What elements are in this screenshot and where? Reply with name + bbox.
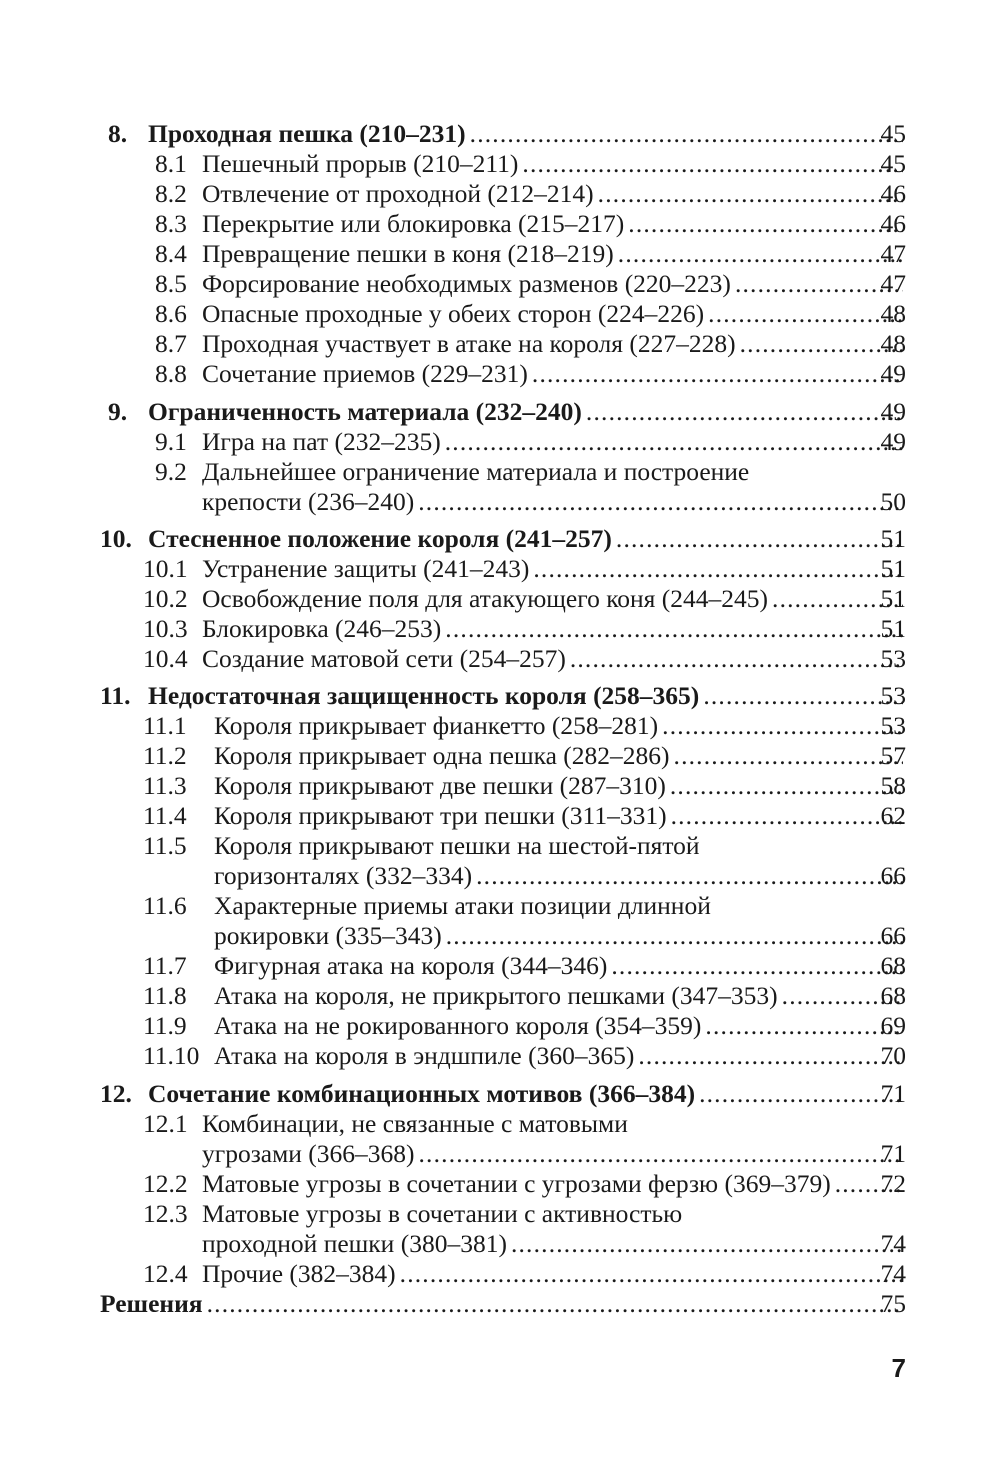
page-number: 7	[891, 1353, 906, 1383]
toc-entry	[0, 457, 1000, 487]
toc-entry-page: 57	[880, 741, 906, 770]
dot-leader	[400, 1259, 903, 1289]
toc-entry-page: 53	[880, 711, 906, 740]
toc-entry-title: Фигурная атака на короля (344–346)	[214, 951, 608, 980]
toc-entry-number: 8.2	[155, 179, 187, 208]
toc-entry-number: 10.4	[143, 644, 188, 673]
toc-entry-page: 46	[880, 209, 906, 238]
toc-entry-title: Сочетание приемов (229–231)	[202, 359, 528, 388]
dot-leader	[662, 711, 903, 741]
toc-entry-number: 11.5	[143, 831, 187, 860]
dot-leader	[699, 1079, 903, 1109]
toc-entry-title: Стесненное положение короля (241–257)	[148, 524, 612, 553]
toc-entry-title: Комбинации, не связанные с матовыми	[202, 1109, 628, 1138]
dot-leader	[476, 861, 903, 891]
toc-entry-title: Короля прикрывают две пешки (287–310)	[214, 771, 666, 800]
toc-entry-title: Короля прикрывает одна пешка (282–286)	[214, 741, 670, 770]
toc-entry-number: 12.3	[143, 1199, 188, 1228]
toc-entry	[0, 681, 1000, 711]
toc-entry-number: 11.10	[143, 1041, 200, 1070]
dot-leader	[705, 1011, 903, 1041]
dot-leader	[470, 119, 903, 149]
dot-leader	[419, 1139, 904, 1169]
toc-entry-continuation	[0, 487, 1000, 517]
toc-entry	[0, 1169, 1000, 1199]
toc-entry	[0, 1199, 1000, 1229]
dot-leader	[446, 921, 903, 951]
dot-leader	[418, 487, 903, 517]
toc-entry	[0, 644, 1000, 674]
toc-entry	[0, 397, 1000, 427]
toc-entry-number: 11.9	[143, 1011, 187, 1040]
toc-entry-continuation	[0, 1229, 1000, 1259]
toc-entry-number: 8.5	[155, 269, 187, 298]
toc-entry	[0, 771, 1000, 801]
toc-entry	[0, 951, 1000, 981]
toc-entry-title: Характерные приемы атаки позиции длинной	[214, 891, 711, 920]
toc-entry-page: 71	[880, 1079, 906, 1108]
toc-entry-title: Проходная участвует в атаке на короля (227–228)	[202, 329, 736, 358]
toc-entry-number: 11.6	[143, 891, 187, 920]
toc-entry-title: рокировки (335–343)	[214, 921, 442, 950]
toc-entry-number: 12.	[100, 1079, 132, 1108]
toc-entry-number: 11.8	[143, 981, 187, 1010]
toc-entry-title: крепости (236–240)	[202, 487, 415, 516]
toc-entry	[0, 1289, 1000, 1319]
toc-entry-number: 11.1	[143, 711, 187, 740]
toc-entry-title: Превращение пешки в коня (218–219)	[202, 239, 614, 268]
dot-leader	[671, 801, 903, 831]
toc-entry-number: 10.1	[143, 554, 188, 583]
toc-entry-number: 12.2	[143, 1169, 188, 1198]
toc-entry-number: 8.3	[155, 209, 187, 238]
toc-entry-page: 62	[880, 801, 906, 830]
toc-entry-title: Опасные проходные у обеих сторон (224–226)	[202, 299, 705, 328]
dot-leader	[522, 149, 903, 179]
toc-entry-page: 49	[880, 427, 906, 456]
toc-entry-number: 8.6	[155, 299, 187, 328]
dot-leader	[670, 771, 903, 801]
dot-leader	[616, 524, 903, 554]
toc-entry-title: Проходная пешка (210–231)	[148, 119, 466, 148]
toc-entry	[0, 119, 1000, 149]
toc-entry-page: 51	[880, 614, 906, 643]
toc-entry	[0, 1011, 1000, 1041]
toc-entry-title: Короля прикрывает фианкетто (258–281)	[214, 711, 659, 740]
toc-entry	[0, 359, 1000, 389]
toc-entry	[0, 554, 1000, 584]
dot-leader	[708, 299, 903, 329]
dot-leader	[703, 681, 903, 711]
toc-entry-title: Дальнейшее ограничение материала и построение	[202, 457, 750, 486]
toc-entry-page: 46	[880, 179, 906, 208]
toc-entry-page: 58	[880, 771, 906, 800]
toc-entry	[0, 1079, 1000, 1109]
toc-entry-page: 49	[880, 397, 906, 426]
toc-entry-title: Создание матовой сети (254–257)	[202, 644, 566, 673]
toc-entry-number: 10.	[100, 524, 132, 553]
toc-entry-title: Прочие (382–384)	[202, 1259, 396, 1288]
dot-leader	[445, 427, 903, 457]
toc-entry	[0, 1041, 1000, 1071]
toc-entry-number: 9.	[108, 397, 128, 426]
toc-entry-number: 8.8	[155, 359, 187, 388]
toc-entry-number: 12.4	[143, 1259, 188, 1288]
toc-entry-title: Игра на пат (232–235)	[202, 427, 441, 456]
toc-entry-page: 66	[880, 861, 906, 890]
toc-entry-number: 10.3	[143, 614, 188, 643]
toc-entry-page: 72	[880, 1169, 906, 1198]
toc-entry	[0, 741, 1000, 771]
toc-entry-title: Атака на короля в эндшпиле (360–365)	[214, 1041, 635, 1070]
toc-entry-page: 51	[880, 584, 906, 613]
toc-entry-continuation	[0, 1139, 1000, 1169]
toc-entry-title: Матовые угрозы в сочетании с угрозами ферзю (369–379)	[202, 1169, 831, 1198]
toc-entry-number: 10.2	[143, 584, 188, 613]
dot-leader	[532, 359, 903, 389]
dot-leader	[611, 951, 903, 981]
dot-leader	[570, 644, 903, 674]
dot-leader	[207, 1289, 903, 1319]
toc-entry-page: 70	[880, 1041, 906, 1070]
toc-entry	[0, 149, 1000, 179]
toc-entry-page: 45	[880, 119, 906, 148]
toc-entry-title: горизонталях (332–334)	[214, 861, 473, 890]
toc-entry-title: Решения	[100, 1289, 203, 1318]
dot-leader	[598, 179, 903, 209]
toc-entry-title: Отвлечение от проходной (212–214)	[202, 179, 594, 208]
toc-entry-title: Атака на короля, не прикрытого пешками (347–353)	[214, 981, 778, 1010]
toc-entry	[0, 614, 1000, 644]
toc-entry-number: 8.1	[155, 149, 187, 178]
toc-entry	[0, 1109, 1000, 1139]
toc-entry-title: угрозами (366–368)	[202, 1139, 415, 1168]
toc-entry-continuation	[0, 921, 1000, 951]
toc-entry	[0, 269, 1000, 299]
toc-entry	[0, 801, 1000, 831]
toc-entry-continuation	[0, 861, 1000, 891]
toc-entry-title: Устранение защиты (241–243)	[202, 554, 530, 583]
toc-entry-page: 53	[880, 681, 906, 710]
dot-leader	[674, 741, 903, 771]
toc-entry-number: 8.7	[155, 329, 187, 358]
toc-entry-number: 11.7	[143, 951, 187, 980]
toc-entry	[0, 831, 1000, 861]
toc-entry-page: 45	[880, 149, 906, 178]
toc-entry-number: 11.	[100, 681, 131, 710]
toc-entry	[0, 299, 1000, 329]
toc-entry-number: 11.2	[143, 741, 187, 770]
toc-entry-page: 68	[880, 981, 906, 1010]
toc-entry-title: Короля прикрывают три пешки (311–331)	[214, 801, 667, 830]
toc-entry-page: 74	[880, 1229, 906, 1258]
toc-entry-page: 66	[880, 921, 906, 950]
toc-entry-page: 51	[880, 524, 906, 553]
toc-entry-number: 8.	[108, 119, 128, 148]
toc-entry-title: Перекрытие или блокировка (215–217)	[202, 209, 625, 238]
toc-entry	[0, 179, 1000, 209]
toc-entry	[0, 891, 1000, 921]
toc-entry-number: 9.2	[155, 457, 187, 486]
toc-entry-page: 48	[880, 299, 906, 328]
dot-leader	[638, 1041, 903, 1071]
toc-entry	[0, 209, 1000, 239]
toc-entry-number: 11.3	[143, 771, 187, 800]
toc-entry-page: 71	[880, 1139, 906, 1168]
toc-entry-page: 75	[880, 1289, 906, 1318]
dot-leader	[618, 239, 903, 269]
toc-entry-title: Блокировка (246–253)	[202, 614, 442, 643]
toc-entry-page: 53	[880, 644, 906, 673]
toc-entry-title: Матовые угрозы в сочетании с активностью	[202, 1199, 683, 1228]
toc-entry-page: 69	[880, 1011, 906, 1040]
toc-entry	[0, 1259, 1000, 1289]
toc-entry-number: 9.1	[155, 427, 187, 456]
toc-entry-title: Сочетание комбинационных мотивов (366–384)	[148, 1079, 696, 1108]
dot-leader	[533, 554, 903, 584]
dot-leader	[586, 397, 903, 427]
dot-leader	[445, 614, 903, 644]
toc-entry-title: Ограниченность материала (232–240)	[148, 397, 582, 426]
toc-entry-title: Недостаточная защищенность короля (258–365)	[148, 681, 700, 710]
toc-entry	[0, 981, 1000, 1011]
toc-entry-page: 50	[880, 487, 906, 516]
toc-entry	[0, 239, 1000, 269]
dot-leader	[628, 209, 903, 239]
toc-entry-page: 47	[880, 269, 906, 298]
toc-entry-number: 8.4	[155, 239, 187, 268]
toc-entry-page: 68	[880, 951, 906, 980]
toc-entry-title: Форсирование необходимых разменов (220–223)	[202, 269, 731, 298]
toc-entry-title: Короля прикрывают пешки на шестой-пятой	[214, 831, 700, 860]
toc-entry	[0, 711, 1000, 741]
toc-entry-page: 51	[880, 554, 906, 583]
dot-leader	[511, 1229, 903, 1259]
toc-entry-page: 47	[880, 239, 906, 268]
toc-entry-page: 48	[880, 329, 906, 358]
toc-entry-page: 74	[880, 1259, 906, 1288]
toc-entry	[0, 427, 1000, 457]
toc-entry-title: проходной пешки (380–381)	[202, 1229, 507, 1258]
toc-entry-page: 49	[880, 359, 906, 388]
toc-entry-number: 11.4	[143, 801, 187, 830]
toc-entry	[0, 584, 1000, 614]
toc-entry-title: Атака на не рокированного короля (354–359)	[214, 1011, 702, 1040]
toc-entry-title: Освобождение поля для атакующего коня (244–245)	[202, 584, 769, 613]
toc-entry	[0, 524, 1000, 554]
toc-entry	[0, 329, 1000, 359]
toc-entry-title: Пешечный прорыв (210–211)	[202, 149, 519, 178]
toc-entry-number: 12.1	[143, 1109, 188, 1138]
